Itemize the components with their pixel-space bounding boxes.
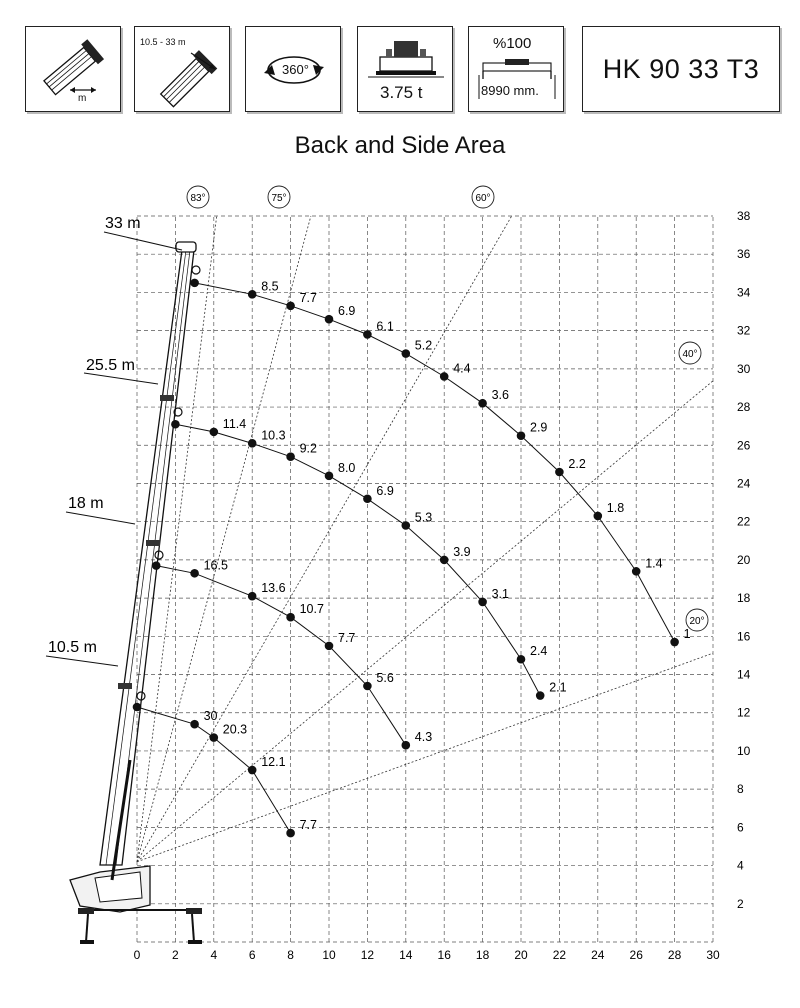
extension-unit-label: m	[78, 93, 87, 104]
load-value-label: 5.6	[376, 670, 394, 685]
load-point	[325, 642, 334, 651]
load-point	[363, 494, 372, 503]
boom-length-label: 18 m	[68, 495, 104, 512]
load-value-label: 10.3	[261, 428, 286, 443]
angle-guide-line	[137, 381, 713, 862]
load-value-label: 8.5	[261, 279, 279, 294]
load-value-label: 6.9	[376, 483, 394, 498]
load-value-label: 3.6	[491, 388, 509, 403]
angle-label: 75°	[271, 193, 287, 204]
load-value-label: 4.4	[453, 361, 471, 376]
load-point	[190, 720, 199, 729]
load-point	[325, 315, 334, 324]
load-value-label: 10.7	[299, 602, 324, 617]
load-point	[478, 399, 487, 408]
load-value-label: 3.1	[491, 586, 509, 601]
y-tick-label: 34	[737, 285, 751, 300]
y-tick-label: 28	[737, 400, 751, 415]
load-point	[190, 279, 199, 288]
load-value-label: 1.8	[606, 500, 625, 515]
y-tick-label: 20	[737, 552, 751, 567]
load-value-label: 2.2	[568, 457, 586, 472]
boom-label-leader	[104, 232, 182, 250]
y-tick-label: 2	[737, 896, 744, 911]
load-point	[248, 592, 257, 601]
boom-label-leader	[66, 512, 135, 524]
load-value-label: 7.7	[299, 290, 317, 305]
load-point	[402, 521, 411, 530]
counterweight-label: 3.75 t	[380, 83, 423, 102]
load-point	[402, 349, 411, 358]
y-tick-label: 10	[737, 743, 751, 758]
load-point	[152, 561, 161, 570]
x-tick-label: 0	[133, 948, 141, 962]
load-value-label: 13.6	[261, 581, 286, 596]
load-point	[248, 439, 257, 448]
x-tick-label: 10	[322, 948, 336, 962]
load-point	[286, 452, 295, 461]
angle-label: 83°	[190, 193, 206, 204]
load-point	[171, 420, 180, 429]
y-tick-label: 18	[737, 591, 751, 606]
y-tick-label: 26	[737, 438, 751, 453]
load-point	[133, 703, 142, 712]
load-value-label: 8.0	[338, 460, 356, 475]
x-tick-label: 30	[706, 948, 720, 962]
y-tick-label: 38	[737, 209, 751, 223]
y-tick-label: 30	[737, 361, 751, 376]
load-point	[325, 472, 334, 481]
load-point	[248, 766, 257, 775]
chart-title: Back and Side Area	[294, 132, 506, 159]
load-point	[670, 638, 679, 647]
y-tick-label: 8	[737, 782, 744, 797]
load-point	[286, 301, 295, 310]
load-curves	[133, 279, 691, 838]
load-point	[440, 372, 449, 381]
grid	[137, 216, 713, 942]
load-value-label: 30	[203, 709, 218, 724]
angle-guide-line	[137, 216, 512, 862]
load-point	[402, 741, 411, 750]
x-tick-label: 12	[360, 948, 375, 962]
load-value-label: 1.4	[645, 556, 663, 571]
load-point	[594, 512, 603, 521]
load-value-label: 7.7	[299, 818, 317, 833]
load-point	[190, 569, 199, 578]
y-tick-label: 24	[737, 476, 751, 491]
load-point	[363, 330, 372, 339]
load-value-label: 2.9	[530, 420, 548, 435]
load-value-label: 4.3	[414, 730, 433, 745]
outrigger-width-label: 8990 mm.	[481, 83, 539, 98]
boom-length-label: 10.5 m	[48, 639, 97, 656]
y-tick-label: 6	[737, 820, 744, 835]
y-tick-label: 14	[737, 667, 751, 682]
boom-label-leader	[84, 373, 158, 384]
load-value-label: 6.1	[376, 319, 394, 334]
y-tick-label: 16	[737, 629, 751, 644]
x-tick-label: 14	[399, 948, 413, 962]
rotation-label: 360°	[282, 62, 309, 77]
x-tick-label: 2	[172, 948, 179, 962]
load-value-label: 6.9	[338, 304, 356, 319]
load-value-label: 16.5	[203, 558, 228, 573]
model-name: HK 90 33 T3	[602, 53, 760, 84]
y-tick-label: 32	[737, 323, 751, 338]
load-value-label: 5.2	[414, 338, 433, 353]
load-point	[536, 691, 545, 700]
x-tick-label: 22	[552, 948, 567, 962]
x-tick-label: 24	[591, 948, 605, 962]
angle-label: 20°	[689, 616, 705, 627]
angle-guide-line	[137, 216, 217, 862]
load-value-label: 20.3	[222, 722, 248, 737]
load-point	[632, 567, 641, 576]
boom-label-leader	[46, 656, 118, 666]
y-tick-label: 36	[737, 247, 751, 262]
load-point	[286, 613, 295, 622]
load-point	[363, 682, 372, 691]
load-value-label: 2.1	[549, 680, 567, 695]
load-point	[555, 468, 564, 477]
angle-guide-line	[137, 653, 713, 862]
load-point	[517, 655, 526, 664]
angle-label: 40°	[682, 349, 698, 360]
y-tick-label: 4	[737, 858, 744, 873]
x-tick-label: 26	[629, 948, 643, 962]
load-value-label: 5.3	[414, 510, 433, 525]
load-value-label: 11.4	[222, 416, 247, 431]
boom-length-label: 33 m	[105, 215, 141, 232]
boom-length-label: 25.5 m	[86, 357, 135, 374]
outrigger-percent-label: %100	[493, 35, 532, 52]
x-tick-label: 18	[475, 948, 490, 962]
load-value-label: 7.7	[338, 630, 356, 645]
load-value-label: 1	[683, 627, 691, 642]
load-point	[478, 598, 487, 607]
load-value-label: 3.9	[453, 544, 471, 559]
load-value-label: 12.1	[261, 755, 286, 770]
x-tick-label: 8	[287, 948, 294, 962]
load-point	[517, 431, 526, 440]
x-tick-label: 6	[248, 948, 256, 962]
angle-label: 60°	[475, 193, 491, 204]
load-point	[210, 733, 219, 742]
boom-length-range-label: 10.5 - 33 m	[140, 37, 186, 47]
x-tick-label: 20	[514, 948, 528, 962]
load-value-label: 9.2	[299, 441, 317, 456]
load-point	[248, 290, 257, 299]
x-tick-label: 4	[210, 948, 218, 962]
y-tick-label: 22	[737, 514, 751, 529]
x-tick-label: 28	[667, 948, 682, 962]
load-point	[286, 829, 295, 838]
y-tick-label: 12	[737, 705, 751, 720]
crane-drawing	[70, 242, 202, 944]
x-tick-label: 16	[437, 948, 451, 962]
load-point	[210, 428, 219, 437]
load-value-label: 2.4	[530, 644, 548, 659]
load-point	[440, 556, 449, 565]
